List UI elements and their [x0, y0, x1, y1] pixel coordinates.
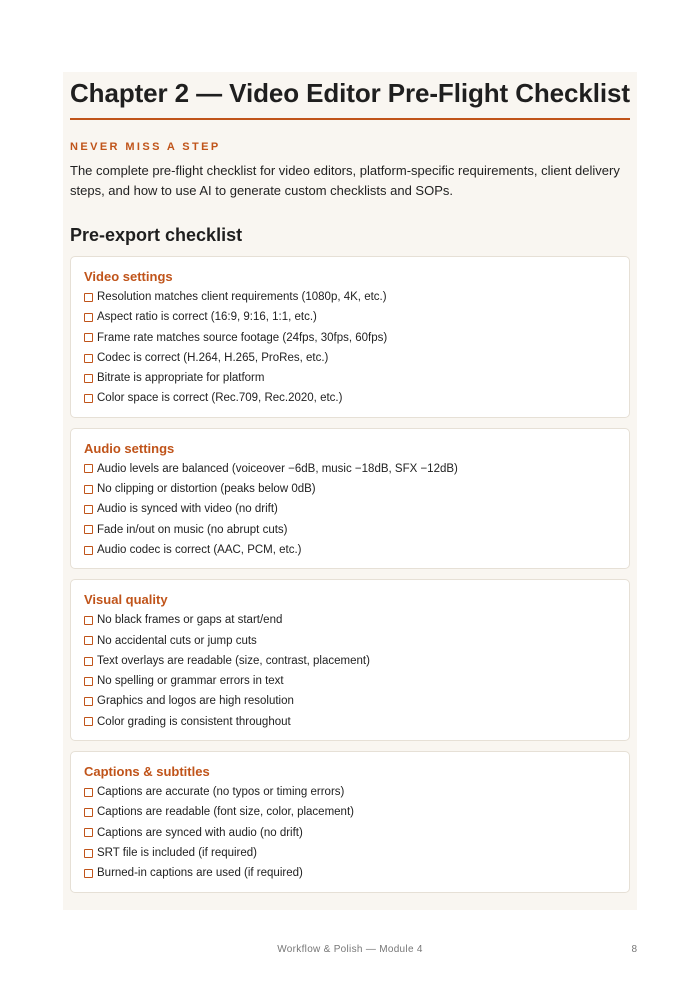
checklist-item[interactable] [84, 520, 616, 540]
checkbox-empty-icon[interactable] [84, 313, 93, 322]
checklist-item-label: No accidental cuts or jump cuts [97, 634, 257, 647]
checklist-item[interactable] [84, 499, 616, 519]
checklist-item-label: Color grading is consistent throughout [97, 715, 291, 728]
checklist-item-label: Fade in/out on music (no abrupt cuts) [97, 523, 288, 536]
checklist-card [70, 751, 630, 892]
checkbox-empty-icon[interactable] [84, 394, 93, 403]
checkbox-empty-icon[interactable] [84, 697, 93, 706]
checkbox-empty-icon[interactable] [84, 293, 93, 302]
checkbox-empty-icon[interactable] [84, 788, 93, 797]
checkbox-empty-icon[interactable] [84, 374, 93, 383]
chapter-panel [63, 72, 637, 910]
checklist-card-title: Audio settings [84, 440, 175, 456]
checklist-card-title: Captions & subtitles [84, 764, 210, 780]
checkbox-empty-icon[interactable] [84, 869, 93, 878]
checklist-item-label: Captions are synced with audio (no drift) [97, 826, 303, 839]
checklist-item-label: Audio codec is correct (AAC, PCM, etc.) [97, 543, 302, 556]
checkbox-empty-icon[interactable] [84, 525, 93, 534]
checkbox-empty-icon[interactable] [84, 636, 93, 645]
checklist-item[interactable] [84, 671, 616, 691]
checklist-item-label: Captions are readable (font size, color, placement) [97, 806, 354, 819]
checklist-item[interactable] [84, 540, 616, 560]
chapter-title: Chapter 2 — Video Editor Pre-Flight Checklist [70, 78, 630, 108]
checklist-item[interactable] [84, 348, 616, 368]
checkbox-empty-icon[interactable] [84, 828, 93, 837]
checklist-item[interactable] [84, 863, 616, 883]
checklist-item[interactable] [84, 843, 616, 863]
checklist-item[interactable] [84, 287, 616, 307]
checkbox-empty-icon[interactable] [84, 546, 93, 555]
checkbox-empty-icon[interactable] [84, 464, 93, 473]
checklist-item-label: Audio is synced with video (no drift) [97, 503, 278, 516]
checkbox-empty-icon[interactable] [84, 657, 93, 666]
checkbox-empty-icon[interactable] [84, 717, 93, 726]
checklist-item-label: Color space is correct (Rec.709, Rec.2020, etc.) [97, 392, 343, 405]
checklist-item-label: Aspect ratio is correct (16:9, 9:16, 1:1, etc.) [97, 311, 317, 324]
checkbox-empty-icon[interactable] [84, 616, 93, 625]
checklist-item-label: Codec is correct (H.264, H.265, ProRes, etc.) [97, 351, 329, 364]
checklist-item-label: Resolution matches client requirements (1080p, 4K, etc.) [97, 291, 387, 303]
checkbox-empty-icon[interactable] [84, 677, 93, 686]
checklist-item-label: Frame rate matches source footage (24fps, 30fps, 60fps) [97, 331, 388, 344]
checklist-item-label: Burned-in captions are used (if required) [97, 867, 303, 880]
checklist-item[interactable] [84, 307, 616, 327]
checkbox-empty-icon[interactable] [84, 505, 93, 514]
checklist-card [70, 256, 630, 418]
checklist-item[interactable] [84, 802, 616, 822]
kicker-label: NEVER MISS A STEP [70, 141, 221, 153]
checklist-item[interactable] [84, 691, 616, 711]
checklist-item[interactable] [84, 823, 616, 843]
checklist-item-label: No spelling or grammar errors in text [97, 675, 284, 688]
section-heading: Pre-export checklist [70, 225, 243, 245]
checklist-groups [70, 256, 630, 893]
checklist-item[interactable] [84, 479, 616, 499]
checklist-item[interactable] [84, 631, 616, 651]
checklist-item[interactable] [84, 651, 616, 671]
checklist-item-label: Audio levels are balanced (voiceover −6dB, music −18dB, SFX −12dB) [97, 462, 458, 475]
checklist-item[interactable] [84, 368, 616, 388]
page-number: 8 [631, 944, 637, 955]
checklist-item-label: SRT file is included (if required) [97, 846, 258, 859]
checklist-card [70, 428, 630, 569]
title-divider [70, 118, 630, 120]
checklist-item[interactable] [84, 459, 616, 479]
footer-module-label: Workflow & Polish — Module 4 [277, 944, 423, 955]
checklist-item-label: No clipping or distortion (peaks below 0dB) [97, 483, 316, 496]
checkbox-empty-icon[interactable] [84, 808, 93, 817]
checklist-item[interactable] [84, 782, 616, 802]
checklist-item-label: No black frames or gaps at start/end [97, 614, 283, 627]
checklist-item-label: Captions are accurate (no typos or timing errors) [97, 786, 345, 799]
checkbox-empty-icon[interactable] [84, 849, 93, 858]
checkbox-empty-icon[interactable] [84, 333, 93, 342]
checklist-item[interactable] [84, 712, 616, 732]
checklist-item[interactable] [84, 328, 616, 348]
checkbox-empty-icon[interactable] [84, 354, 93, 363]
checklist-item-label: Text overlays are readable (size, contrast, placement) [97, 654, 370, 667]
checklist-item[interactable] [84, 388, 616, 408]
checklist-item-label: Graphics and logos are high resolution [97, 695, 294, 708]
intro-paragraph: The complete pre-flight checklist for video editors, platform-specific requirements, client delivery steps, and how to use AI to generate custom checklists and SOPs. [70, 163, 620, 198]
checklist-item[interactable] [84, 610, 616, 630]
checklist-card-title: Visual quality [84, 592, 168, 608]
checkbox-empty-icon[interactable] [84, 485, 93, 494]
checklist-card [70, 579, 630, 741]
checklist-card-title: Video settings [84, 269, 173, 284]
checklist-item-label: Bitrate is appropriate for platform [97, 372, 265, 385]
